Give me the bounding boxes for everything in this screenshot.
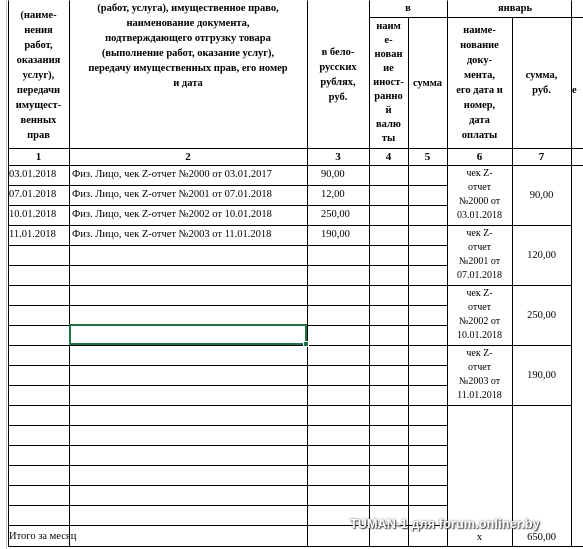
table-row-2-amount[interactable]: 12,00	[321, 189, 345, 200]
header-col6-title: наиме- нование доку- мента, его дата и номер, дата оплаты	[456, 25, 503, 141]
table-row-1-amount[interactable]: 90,00	[321, 169, 345, 180]
col-number-6: 6	[476, 151, 483, 163]
header-col1-title: (наиме- нения работ, оказания услуг), передачи имущест- венных прав	[15, 9, 62, 141]
payment-2-doc[interactable]: чек Z- отчет №2001 от 07.01.2018	[457, 228, 502, 281]
table-row-2-doc[interactable]: Физ. Лицо, чек Z-отчет №2001 от 07.01.2018	[72, 189, 272, 200]
payment-4-amount[interactable]: 190,00	[527, 369, 556, 381]
table-row-2-date[interactable]: 07.01.2018	[9, 189, 57, 200]
header-group-v: в	[405, 3, 411, 14]
col-number-1: 1	[35, 151, 42, 163]
header-col4-title: наим е- нован ие иност- ранно й валю ты	[373, 21, 404, 144]
table-row-1-date[interactable]: 03.01.2018	[9, 169, 57, 180]
footer-total: 650,00	[527, 531, 556, 543]
header-col5-title: сумма	[412, 77, 443, 89]
col-number-4: 4	[385, 151, 392, 163]
header-col7-title: сумма, руб.	[525, 70, 558, 96]
payment-2-amount[interactable]: 120,00	[527, 249, 556, 261]
table-row-3-date[interactable]: 10.01.2018	[9, 209, 57, 220]
col-number-5: 5	[424, 151, 431, 163]
payment-1-doc[interactable]: чек Z- отчет №2000 от 03.01.2018	[457, 168, 502, 221]
header-col3-title: в бело- русских рублях, руб.	[319, 47, 357, 103]
fill-handle[interactable]	[303, 341, 309, 347]
table-row-4-doc[interactable]: Физ. Лицо, чек Z-отчет №2003 от 11.01.2018	[72, 229, 272, 240]
payment-3-amount[interactable]: 250,00	[527, 309, 556, 321]
header-group-month: январь	[497, 3, 533, 14]
table-row-4-date[interactable]: 11.01.2018	[9, 229, 56, 240]
col-number-3: 3	[335, 151, 341, 163]
col-number-7: 7	[538, 151, 545, 163]
table-row-4-amount[interactable]: 190,00	[321, 229, 350, 240]
watermark-text: TUMAN-1 для forum.onliner.by	[350, 517, 540, 531]
table-row-3-doc[interactable]: Физ. Лицо, чек Z-отчет №2002 от 10.01.2018	[72, 209, 272, 220]
table-row-3-amount[interactable]: 250,00	[321, 209, 350, 220]
header-col8-fragment: е	[572, 84, 577, 96]
table-row-1-doc[interactable]: Физ. Лицо, чек Z-отчет №2000 от 03.01.2017	[72, 169, 272, 180]
footer-label: Итого за месяц	[9, 531, 77, 542]
payment-4-doc[interactable]: чек Z- отчет №2003 от 11.01.2018	[457, 348, 502, 401]
header-col2-title: (работ, услуга), имущественное право, наименование документа, подтверждающего отгрузку товара (выполнение работ, оказание услуг), передачу имущественных прав, его номер и дата	[88, 3, 288, 89]
payment-3-doc[interactable]: чек Z- отчет №2002 от 10.01.2018	[457, 288, 502, 341]
payment-1-amount[interactable]: 90,00	[529, 189, 554, 201]
selected-cell[interactable]	[69, 324, 307, 345]
col-number-2: 2	[185, 151, 191, 163]
footer-mark: х	[476, 531, 483, 543]
